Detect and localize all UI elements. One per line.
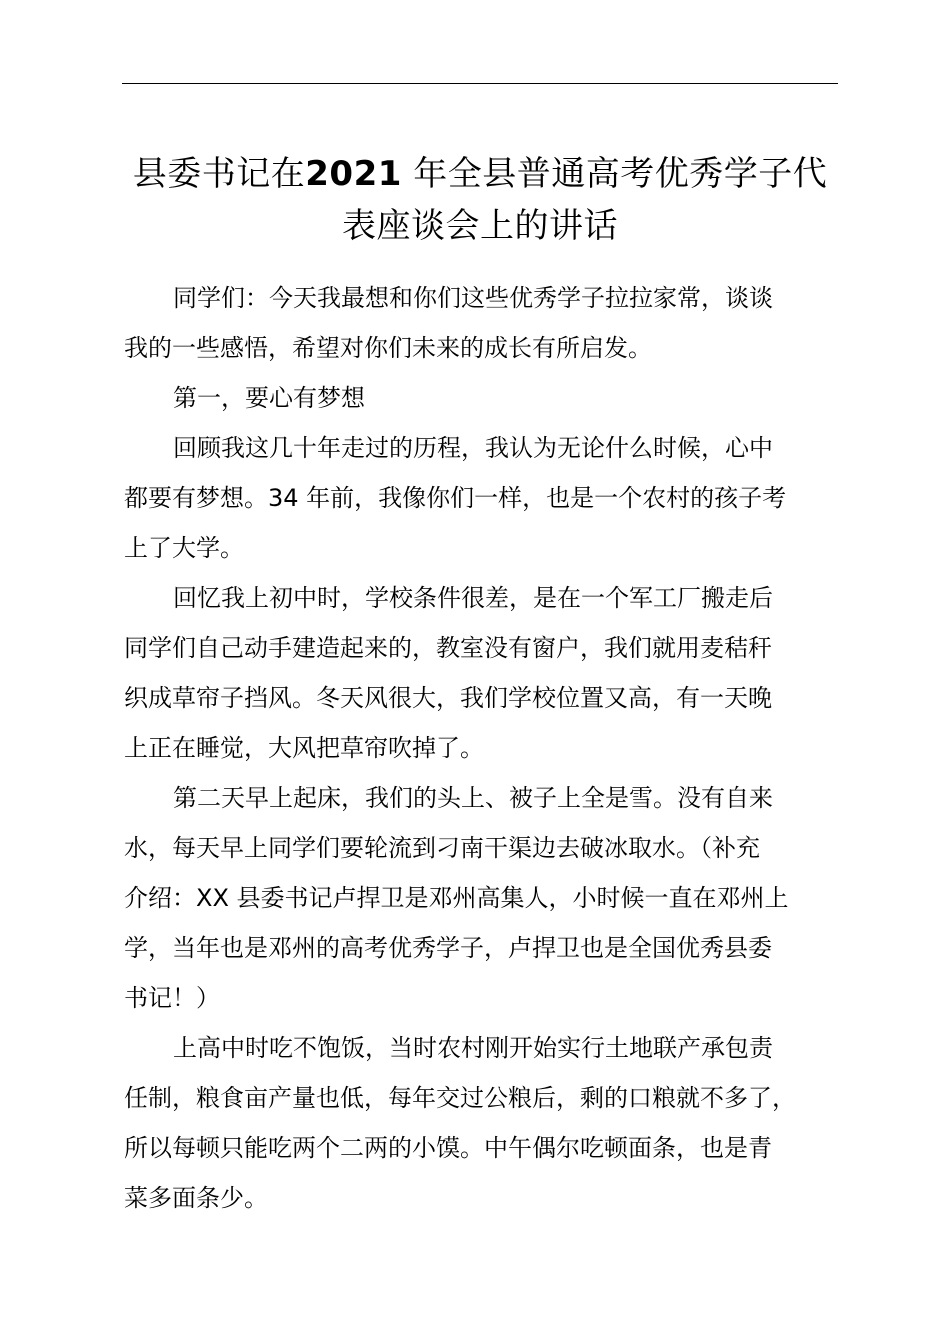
paragraph-line: 所以每顿只能吃两个二两的小馍。中午偶尔吃顿面条，也是青 (124, 1134, 772, 1162)
paragraph-line: 同学们：今天我最想和你们这些优秀学子拉拉家常，谈谈 (173, 284, 773, 312)
title-year: 2021 (305, 154, 402, 194)
paragraph-line: 学，当年也是邓州的高考优秀学子，卢捍卫也是全国优秀县委 (124, 934, 772, 962)
title-text-pre: 县委书记在 (132, 154, 306, 194)
paragraph-senior-high (124, 1023, 844, 1223)
paragraph-next-morning (124, 773, 844, 1023)
paragraph-review (124, 423, 844, 573)
paragraph-line: 上高中时吃不饱饭，当时农村刚开始实行土地联产承包责 (173, 1034, 773, 1062)
paragraph-line: 上正在睡觉，大风把草帘吹掉了。 (124, 734, 484, 762)
speech-body (124, 273, 844, 1223)
paragraph-line: 水，每天早上同学们要轮流到刁南干渠边去破冰取水。（补充 (124, 834, 760, 862)
title-text-post: 年全县普通高考优秀学子代 (413, 154, 828, 194)
paragraph-line: 第二天早上起床，我们的头上、被子上全是雪。没有自来 (173, 784, 773, 812)
paragraph-line: 上了大学。 (124, 534, 244, 562)
paragraph-junior-high (124, 573, 844, 773)
paragraph-line: 菜多面条少。 (124, 1184, 268, 1212)
paragraph-line: 都要有梦想。34 年前，我像你们一样，也是一个农村的孩子考 (124, 484, 787, 512)
paragraph-line: 书记！） (124, 984, 220, 1012)
title-line-2: 表座谈会上的讲话 (342, 206, 618, 246)
paragraph-greeting (124, 273, 844, 373)
paragraph-line: 回忆我上初中时，学校条件很差，是在一个军工厂搬走后 (173, 584, 773, 612)
paragraph-line: 第一，要心有梦想 (173, 384, 365, 412)
section-heading-first (124, 373, 844, 423)
paragraph-line: 介绍：XX 县委书记卢捍卫是邓州高集人，小时候一直在邓州上 (124, 884, 789, 912)
header-rule (122, 83, 838, 84)
paragraph-line: 任制，粮食亩产量也低，每年交过公粮后，剩的口粮就不多了， (124, 1084, 796, 1112)
paragraph-line: 我的一些感悟，希望对你们未来的成长有所启发。 (124, 334, 652, 362)
page-title (110, 148, 850, 252)
paragraph-line: 织成草帘子挡风。冬天风很大，我们学校位置又高，有一天晚 (124, 684, 772, 712)
paragraph-line: 同学们自己动手建造起来的，教室没有窗户，我们就用麦秸秆 (124, 634, 772, 662)
title-line-1 (110, 148, 850, 200)
paragraph-line: 回顾我这几十年走过的历程，我认为无论什么时候，心中 (173, 434, 773, 462)
